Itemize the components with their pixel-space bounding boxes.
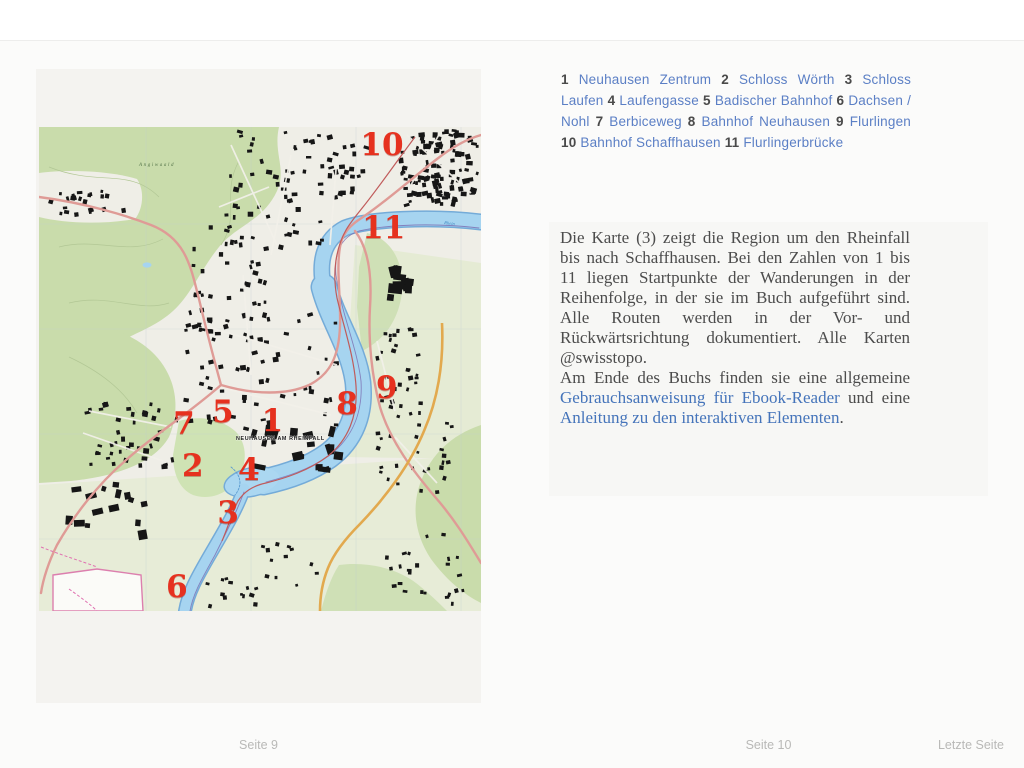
paragraph-1: Die Karte (3) zeigt die Region um den Rheinfall bis nach Schaffhausen. Bei den Zahlen von 1 bis 11 liegen Startpunkte der Wanderungen in der Reihenfolge, in der sie im Buch aufgeführt sind. Alle Routen werden in der Vor- und Rückwärtsrichtung dokumentiert. Alle Karten @swisstopo. [560, 228, 910, 367]
legend-item-number: 1 [561, 72, 569, 87]
article-link[interactable]: Anleitung zu den interaktiven Elementen [560, 408, 840, 427]
legend-item-number: 9 [836, 114, 844, 129]
legend-link[interactable]: Dachsen / Nohl [561, 93, 912, 129]
legend-item-number: 4 [607, 93, 616, 108]
map-marker-8[interactable]: 8 [336, 386, 358, 423]
map-markers [39, 127, 481, 611]
top-toolbar [0, 0, 1024, 41]
right-page-text-block [549, 222, 988, 496]
map-marker-6[interactable]: 6 [166, 568, 188, 605]
article-link[interactable]: Gebrauchsanweisung für Ebook-Reader [560, 388, 840, 407]
map-marker-3[interactable]: 3 [217, 495, 239, 532]
legend-item-number: 11 [724, 135, 740, 150]
map-marker-4[interactable]: 4 [238, 451, 260, 488]
legend-link[interactable]: Schloss Wörth [738, 72, 835, 87]
map-marker-10[interactable]: 10 [360, 127, 404, 164]
legend-link[interactable]: Schloss Laufen [561, 72, 912, 108]
map-marker-1[interactable]: 1 [261, 403, 284, 440]
legend-item-number: 7 [595, 114, 604, 129]
map-label-town: NEUHAUSEN AM RHEINFALL [236, 436, 325, 442]
legend-text [561, 69, 911, 153]
left-page [36, 69, 481, 703]
legend-item-number: 10 [561, 135, 577, 150]
legend-item-number: 8 [687, 114, 696, 129]
legend-link[interactable]: Laufengasse [619, 93, 699, 108]
legend-item-number: 3 [844, 72, 853, 87]
legend-item-number: 6 [836, 93, 845, 108]
map-label-river: Rhein [443, 220, 456, 227]
legend-link[interactable]: Neuhausen Zentrum [578, 72, 712, 87]
legend-link[interactable]: Berbiceweg [609, 114, 682, 129]
legend-link[interactable]: Badischer Bahnhof [714, 93, 833, 108]
page-number-left: Seite 9 [239, 738, 278, 752]
map-marker-2[interactable]: 2 [182, 447, 204, 484]
map-image [39, 127, 481, 611]
last-page-link[interactable]: Letzte Seite [937, 738, 1004, 752]
map-marker-5[interactable]: 5 [212, 393, 234, 430]
legend-item-number: 5 [703, 93, 711, 108]
map-marker-11[interactable]: 11 [362, 209, 406, 246]
legend-link[interactable]: Flurlingen [849, 114, 911, 129]
map-marker-9[interactable]: 9 [376, 369, 398, 406]
legend-link[interactable]: Flurlingerbrücke [743, 135, 844, 150]
page-number-right: Seite 10 [745, 738, 792, 752]
legend-link[interactable]: Bahnhof Neuhausen [701, 114, 831, 129]
paragraph-2: Am Ende des Buchs finden sie eine allgemeine Gebrauchsanweisung für Ebook-Reader und eine Anleitung zu den interaktiven Elementen. [560, 368, 910, 427]
map-label-forest: Angiwaald [139, 163, 176, 168]
legend-item-number: 2 [721, 72, 729, 87]
map-marker-7[interactable]: 7 [173, 405, 195, 442]
article-text [560, 228, 910, 428]
legend-link[interactable]: Bahnhof Schaffhausen [580, 135, 721, 150]
